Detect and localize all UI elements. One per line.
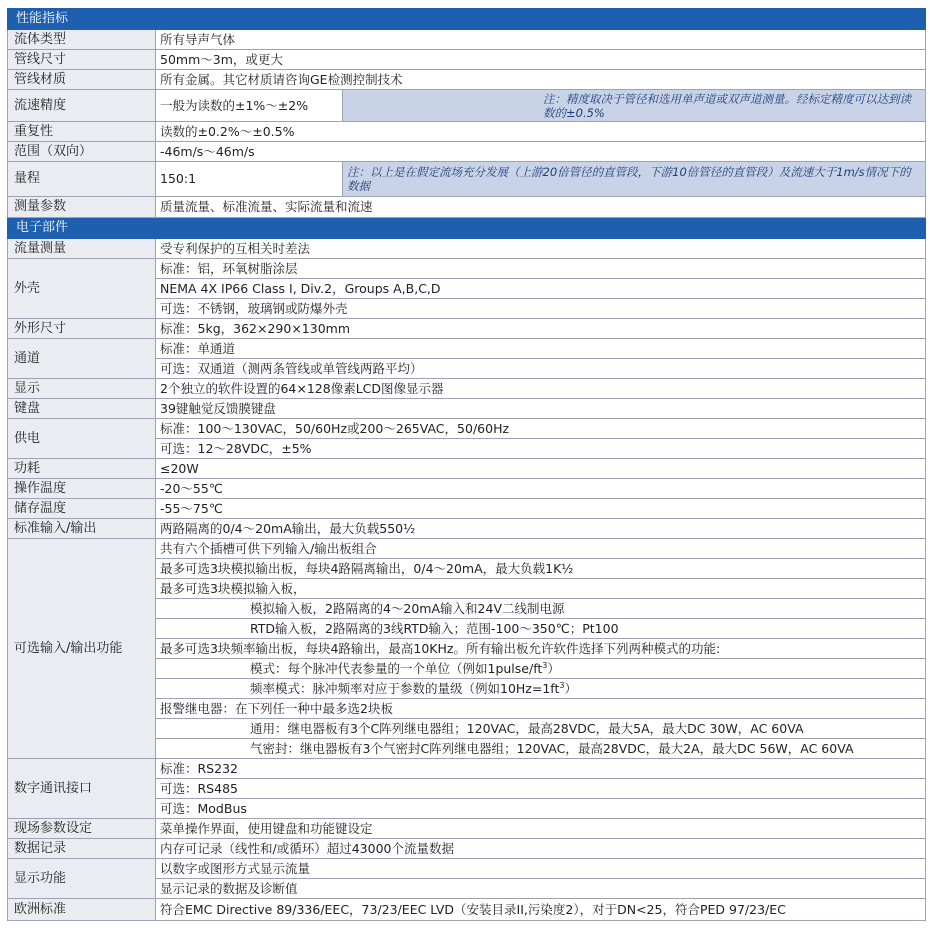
spec-value: -46m/s～46m/s <box>156 142 926 162</box>
spec-value: 所有金属。其它材质请咨询GE检测控制技术 <box>156 70 926 90</box>
row-range <box>8 142 926 162</box>
spec-label: 功耗 <box>8 459 156 479</box>
spec-value-line: 可选：不锈钢，玻璃钢或防爆外壳 <box>156 299 926 319</box>
spec-value-line: 可选：12～28VDC，±5% <box>156 439 926 459</box>
section-header-performance <box>8 9 926 30</box>
spec-label: 显示 <box>8 379 156 399</box>
spec-label: 操作温度 <box>8 479 156 499</box>
pulse-mode-text: 模式：每个脉冲代表参量的一个单位（例如1pulse/ft <box>250 660 543 676</box>
row-power <box>8 419 926 439</box>
spec-sheet <box>7 8 925 921</box>
spec-value-line: 最多可选3块模拟输入板， <box>156 579 926 599</box>
spec-value-line: 显示记录的数据及诊断值 <box>156 879 926 899</box>
spec-label: 管线材质 <box>8 70 156 90</box>
spec-value-line: 最多可选3块频率输出板，每块4路输出，最高10KHz。所有输出板允许软件选择下列两种模式的功能: <box>156 639 926 659</box>
spec-value: 所有导声气体 <box>156 30 926 50</box>
row-repeatability <box>8 122 926 142</box>
spec-value: 菜单操作界面，使用键盘和功能键设定 <box>156 819 926 839</box>
row-keypad <box>8 399 926 419</box>
spec-label: 标准输入/输出 <box>8 519 156 539</box>
spec-label: 键盘 <box>8 399 156 419</box>
spec-value: -55～75℃ <box>156 499 926 519</box>
spec-value-line: 报警继电器：在下列任一种中最多选2块板 <box>156 699 926 719</box>
superscript: 3 <box>542 660 548 670</box>
spec-value: 两路隔离的0/4～20mA输出，最大负载550½ <box>156 519 926 539</box>
spec-label: 测量参数 <box>8 197 156 218</box>
spec-label: 数据记录 <box>8 839 156 859</box>
spec-value-line: 标准：RS232 <box>156 759 926 779</box>
spec-value-line: 以数字或图形方式显示流量 <box>156 859 926 879</box>
row-parameters <box>8 197 926 218</box>
spec-value: 符合EMC Directive 89/336/EEC，73/23/EEC LVD（安装目录II,污染度2），对于DN<25，符合PED 97/23/EC <box>156 899 926 921</box>
section-title: 性能指标 <box>8 9 926 30</box>
spec-label: 外形尺寸 <box>8 319 156 339</box>
row-display-functions <box>8 859 926 879</box>
row-optional-io-1 <box>8 539 926 559</box>
row-flow-measurement <box>8 239 926 259</box>
spec-label: 供电 <box>8 419 156 459</box>
spec-label: 量程 <box>8 162 156 197</box>
spec-value-line: 共有六个插槽可供下列输入/输出板组合 <box>156 539 926 559</box>
spec-value-line: 通用：继电器板有3个C阵列继电器组；120VAC，最高28VDC，最大5A，最大DC 30W，AC 60VA <box>156 719 926 739</box>
row-accuracy <box>8 90 926 122</box>
spec-label: 储存温度 <box>8 499 156 519</box>
spec-value-line: 标准：铝，环氧树脂涂层 <box>156 259 926 279</box>
spec-label: 欧洲标准 <box>8 899 156 921</box>
spec-label: 显示功能 <box>8 859 156 899</box>
rangeability-value: 150:1 <box>156 162 343 197</box>
accuracy-note: 注：精度取决于管径和选用单声道或双声道测量。经标定精度可以达到读数的±0.5% <box>343 90 926 122</box>
spec-value-line: 可选：RS485 <box>156 779 926 799</box>
spec-value: -20～55℃ <box>156 479 926 499</box>
spec-label: 流速精度 <box>8 90 156 122</box>
row-operating-temp <box>8 479 926 499</box>
spec-value: 标准：5kg，362×290×130mm <box>156 319 926 339</box>
spec-value: 质量流量、标准流量、实际流量和流速 <box>156 197 926 218</box>
spec-label: 管线尺寸 <box>8 50 156 70</box>
row-comm <box>8 759 926 779</box>
spec-label: 现场参数设定 <box>8 819 156 839</box>
superscript: 3 <box>559 680 565 690</box>
spec-value-line: 最多可选3块模拟输出板，每块4路隔离输出，0/4～20mA，最大负载1K½ <box>156 559 926 579</box>
spec-label: 重复性 <box>8 122 156 142</box>
row-fluid-type <box>8 30 926 50</box>
spec-value-line: 标准：单通道 <box>156 339 926 359</box>
row-standard-io <box>8 519 926 539</box>
row-european <box>8 899 926 921</box>
frequency-mode-text: 频率模式：脉冲频率对应于参数的量级（例如10Hz=1ft <box>250 680 560 696</box>
row-data-logging <box>8 839 926 859</box>
spec-table <box>7 8 926 921</box>
spec-value: 内存可记录（线性和/或循环）超过43000个流量数据 <box>156 839 926 859</box>
spec-value-line: 可选：ModBus <box>156 799 926 819</box>
closing-paren: ） <box>547 660 560 676</box>
spec-value: 受专利保护的互相关时差法 <box>156 239 926 259</box>
spec-value-line: NEMA 4X IP66 Class I, Div.2，Groups A,B,C,D <box>156 279 926 299</box>
row-channels <box>8 339 926 359</box>
spec-value-line <box>156 659 926 679</box>
spec-value-line <box>156 679 926 699</box>
row-field-config <box>8 819 926 839</box>
row-power-consumption <box>8 459 926 479</box>
spec-value: 读数的±0.2%～±0.5% <box>156 122 926 142</box>
rangeability-note: 注：以上是在假定流场充分发展（上游20倍管径的直管段，下游10倍管径的直管段）及流速大于1m/s情况下的数据 <box>343 162 926 197</box>
spec-label: 范围（双向） <box>8 142 156 162</box>
spec-value: ≤20W <box>156 459 926 479</box>
spec-value <box>156 90 343 122</box>
row-pipe-size <box>8 50 926 70</box>
spec-label: 可选输入/输出功能 <box>8 539 156 759</box>
spec-value: 50mm～3m，或更大 <box>156 50 926 70</box>
section-header-electronics <box>8 218 926 239</box>
spec-value-line: 可选：双通道（测两条管线或单管线两路平均） <box>156 359 926 379</box>
section-title: 电子部件 <box>8 218 926 239</box>
row-pipe-material <box>8 70 926 90</box>
row-display <box>8 379 926 399</box>
spec-label: 数字通讯接口 <box>8 759 156 819</box>
row-dimensions <box>8 319 926 339</box>
spec-value-line: 标准：100～130VAC，50/60Hz或200～265VAC，50/60Hz <box>156 419 926 439</box>
spec-label: 外壳 <box>8 259 156 319</box>
closing-paren: ） <box>564 680 577 696</box>
row-storage-temp <box>8 499 926 519</box>
spec-label: 流体类型 <box>8 30 156 50</box>
spec-value-line: 气密封：继电器板有3个气密封C阵列继电器组；120VAC，最高28VDC，最大2A，最大DC 56W，AC 60VA <box>156 739 926 759</box>
spec-label: 流量测量 <box>8 239 156 259</box>
spec-label: 通道 <box>8 339 156 379</box>
spec-value-line: 模拟输入板，2路隔离的4～20mA输入和24V二线制电源 <box>156 599 926 619</box>
spec-value: 39键触觉反馈膜键盘 <box>156 399 926 419</box>
spec-value-line: RTD输入板，2路隔离的3线RTD输入；范围-100～350℃；Pt100 <box>156 619 926 639</box>
accuracy-value: 一般为读数的±1%～±2% <box>160 97 309 113</box>
spec-value: 2个独立的软件设置的64×128像素LCD图像显示器 <box>156 379 926 399</box>
row-rangeability <box>8 162 926 197</box>
row-enclosure <box>8 259 926 279</box>
